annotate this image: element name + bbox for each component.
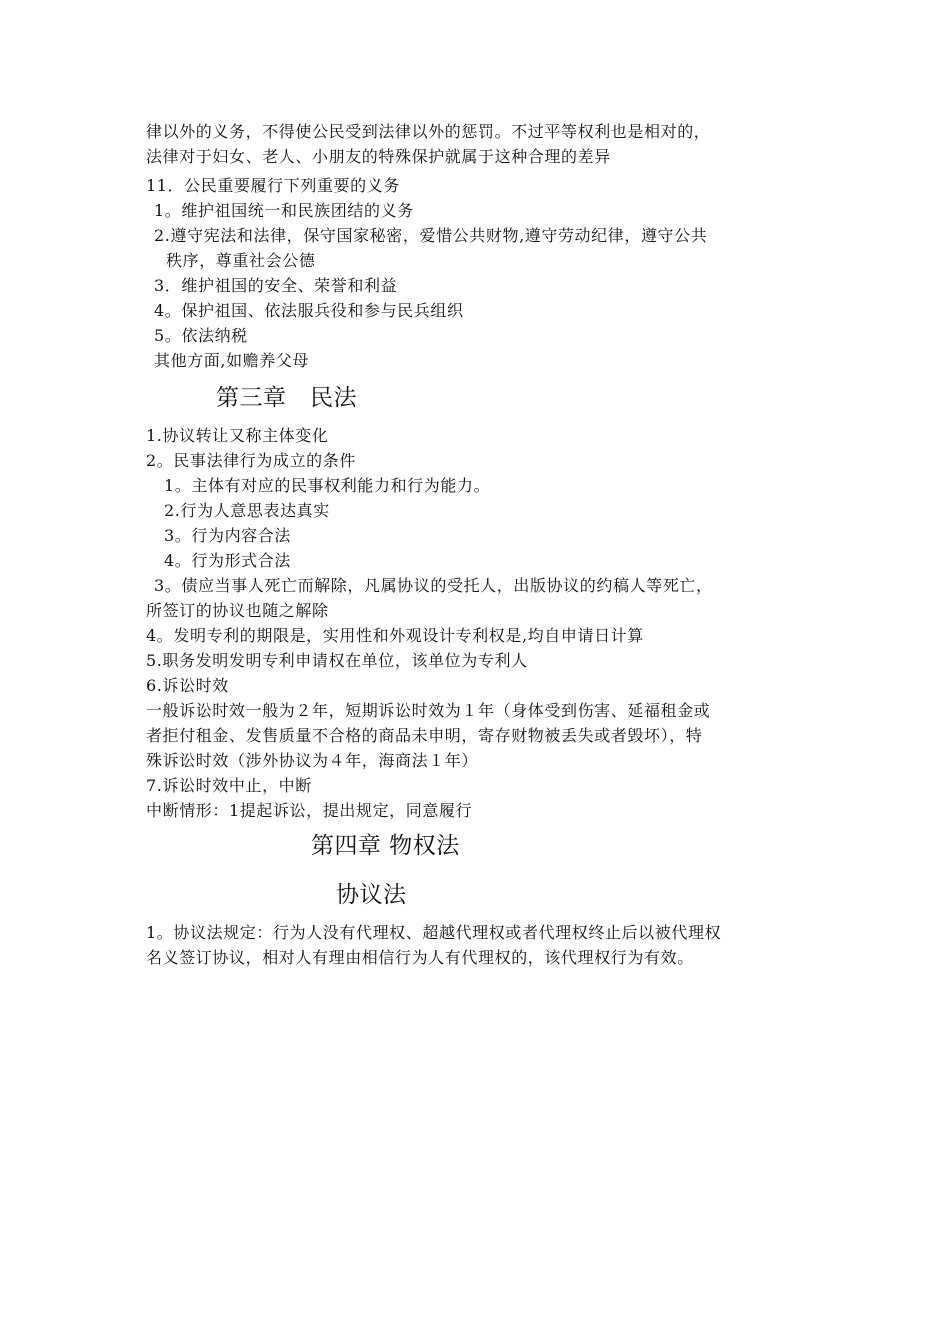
- text-line: 6.诉讼时效: [146, 676, 229, 695]
- text-line: 所签订的协议也随之解除: [146, 601, 329, 620]
- text-line: 其他方面,如赡养父母: [154, 351, 310, 370]
- text-line: 5.职务发明发明专利申请权在单位，该单位为专利人: [146, 651, 528, 670]
- text-line: 4。行为形式合法: [164, 551, 291, 570]
- text-line: 1。协议法规定：行为人没有代理权、超越代理权或者代理权终止后以被代理权: [146, 923, 722, 942]
- chapter-heading: 第四章 物权法: [311, 833, 460, 859]
- text-line: 4。保护祖国、依法服兵役和参与民兵组织: [154, 301, 464, 320]
- text-line: 7.诉讼时效中止，中断: [146, 776, 312, 795]
- text-line: 律以外的义务，不得使公民受到法律以外的惩罚。不过平等权利也是相对的，: [146, 122, 711, 141]
- section-heading: 协议法: [336, 882, 407, 908]
- text-line: 2.行为人意思表达真实: [164, 501, 330, 520]
- text-line: 法律对于妇女、老人、小朋友的特殊保护就属于这种合理的差异: [146, 147, 611, 166]
- text-line: 中断情形：1提起诉讼，提出规定，同意履行: [146, 801, 473, 820]
- text-line: 3．维护祖国的安全、荣誉和利益: [154, 276, 398, 295]
- text-line: 殊诉讼时效（涉外协议为４年，海商法１年）: [146, 751, 479, 770]
- text-line: 11．公民重要履行下列重要的义务: [146, 176, 400, 195]
- text-line: 一般诉讼时效一般为２年，短期诉讼时效为１年（身体受到伤害、延福租金或: [146, 701, 711, 720]
- chapter-heading: 第三章 民法: [216, 385, 357, 411]
- text-line: 4。发明专利的期限是，实用性和外观设计专利权是,均自申请日计算: [146, 626, 644, 645]
- text-line: 者拒付租金、发售质量不合格的商品未申明，寄存财物被丢失或者毁坏），特: [146, 726, 703, 745]
- text-line: 1。主体有对应的民事权利能力和行为能力。: [164, 476, 491, 495]
- text-line: 2。民事法律行为成立的条件: [146, 451, 356, 470]
- text-line: 1.协议转让又称主体变化: [146, 426, 329, 445]
- text-line: 5。依法纳税: [154, 326, 248, 345]
- text-line: 3。债应当事人死亡而解除，凡属协议的受托人，出版协议的约稿人等死亡，: [154, 576, 713, 595]
- text-line: 3。行为内容合法: [164, 526, 291, 545]
- text-line: 名义签订协议，相对人有理由相信行为人有代理权的，该代理权行为有效。: [146, 948, 694, 967]
- text-line: 2.遵守宪法和法律，保守国家秘密，爱惜公共财物,遵守劳动纪律，遵守公共: [154, 226, 708, 245]
- text-line: 1。维护祖国统一和民族团结的义务: [154, 201, 414, 220]
- text-line: 秩序，尊重社会公德: [166, 251, 316, 270]
